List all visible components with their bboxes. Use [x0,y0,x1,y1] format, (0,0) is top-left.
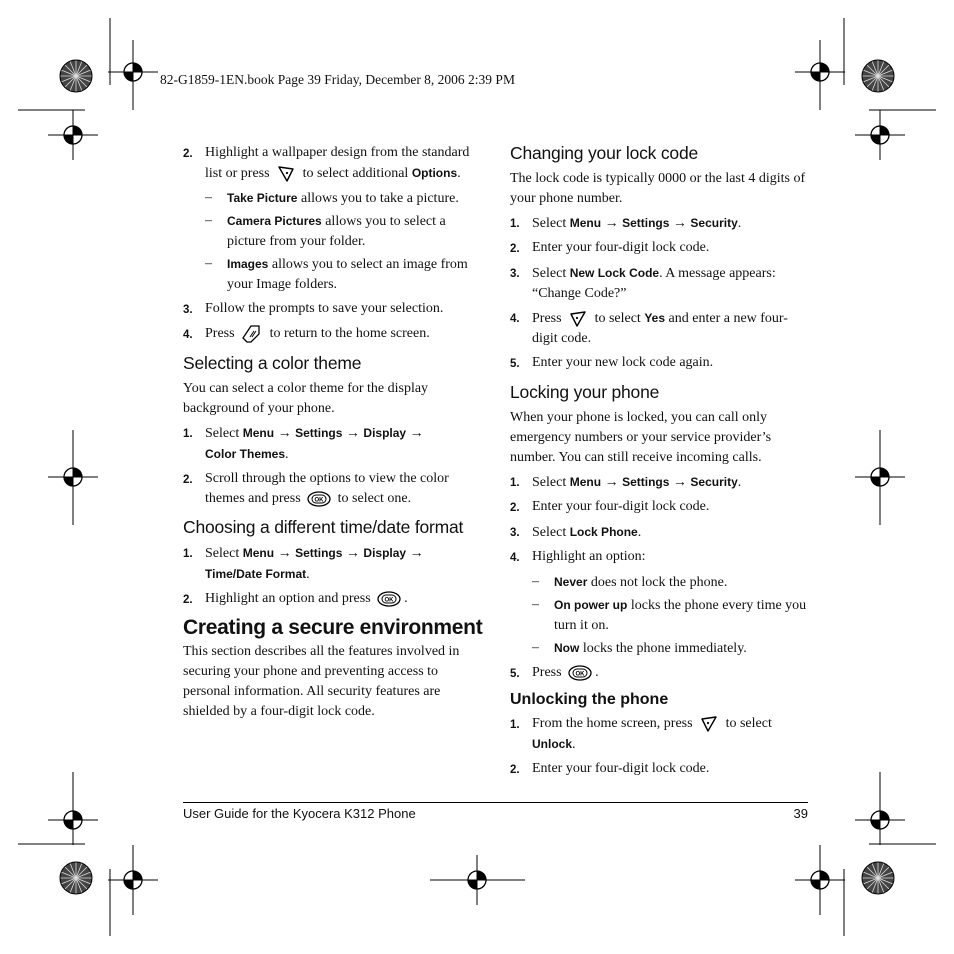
settings-label: Settings [295,546,343,560]
unlock-step-2 [510,759,810,780]
footer-title: User Guide for the Kyocera K312 Phone [183,806,416,821]
arrow: → [672,216,687,231]
step-number: 1. [510,719,520,731]
step-text: Follow the prompts to save your selection. [205,301,444,316]
step-text: Scroll through the options to view the color themes and press [205,471,449,506]
option-text: allows you to take a picture. [300,191,459,206]
unlock-label: Unlock [532,737,573,751]
arrow: → [277,546,292,561]
step-number: 5. [510,358,520,370]
step-text: Highlight a wallpaper design from the standard list or press [205,145,470,181]
option-label: Take Picture [227,191,298,205]
display-label: Display [363,546,407,560]
step-number: 3. [510,268,520,280]
menu-label: Menu [569,475,602,489]
locking-step-5: 5. Press OK . [510,663,810,684]
locking-step-2 [510,497,810,518]
end-key-icon [241,324,263,344]
option-text: locks the phone every time you turn it on. [554,598,807,633]
arrow: → [409,426,424,441]
new-lock-code-label: New Lock Code [569,266,660,280]
step-number: 4. [183,329,193,341]
step-text: . A message appears: “Change Code?” [532,266,776,301]
heading-time-date: Choosing a different time/date format [183,517,464,537]
color-step-2 [183,469,483,509]
step-number: 1. [510,477,520,489]
sub-option-images [205,254,483,295]
step-number: 4. [510,313,520,325]
yes-label: Yes [644,311,666,325]
dash: – [532,640,539,655]
option-label: Never [554,575,588,589]
heading-lock-code: Changing your lock code [510,143,699,163]
wallpaper-step-2: 2. Highlight a wallpaper design from the standard list or press to select additional Options. [183,143,483,184]
book-file-header: 82-G1859-1EN.book Page 39 Friday, December 8, 2006 2:39 PM [160,72,515,87]
step-text: Enter your new lock code again. [532,355,714,370]
arrow: → [277,426,292,441]
step-number: 1. [183,428,193,440]
dash: – [532,574,539,589]
step-text: to select one. [337,491,412,506]
option-label: On power up [554,598,628,612]
right-softkey-icon [699,715,719,733]
lock-step-4 [510,308,810,349]
step-number: 5. [510,668,520,680]
step-text: Enter your four-digit lock code. [532,499,710,514]
step-number: 2. [183,474,193,486]
heading-secure-environment: Creating a secure environment [183,616,483,639]
step-text: Press [532,665,562,680]
ok-key-icon [568,665,592,681]
step-text: to return to the home screen. [269,326,430,342]
step-text: and enter a new four-digit code. [532,311,788,346]
dash: – [532,597,539,612]
arrow: → [604,216,619,231]
page-number: 39 [793,806,808,821]
option-label: Camera Pictures [227,214,322,228]
step-text: Select [532,525,567,540]
ok-key-icon [307,491,331,507]
lock-step-1: 1. Select Menu → Settings → Security. [510,213,810,234]
color-step-1: 1. Select Menu → Settings → Display → Color Themes. [183,423,483,465]
locking-step-1: 1. Select Menu → Settings → Security. [510,472,810,493]
arrow: → [604,475,619,490]
lock-step-3 [510,263,810,304]
step-text: to select additional [302,166,409,181]
step-text: Select [532,475,567,490]
step-text: Highlight an option and press [205,591,371,606]
dash: – [205,256,212,271]
option-text: locks the phone immediately. [582,641,747,656]
locking-step-4 [510,547,810,568]
step-number: 3. [183,304,193,316]
lock-phone-label: Lock Phone [569,525,638,539]
step-text: Enter your four-digit lock code. [532,761,710,776]
step-number: 1. [510,218,520,230]
wallpaper-step-3 [183,299,483,320]
lock-step-2 [510,238,810,259]
step-number: 2. [183,594,193,606]
step-text: From the home screen, press [532,716,693,731]
settings-label: Settings [622,216,670,230]
menu-label: Menu [569,216,602,230]
step-number: 2. [510,243,520,255]
sub-option-never [532,572,810,593]
settings-label: Settings [295,426,343,440]
right-column [510,143,810,784]
step-text: Select [532,216,567,231]
svg-text:OK: OK [575,671,585,678]
step-text: Highlight an option: [532,549,646,564]
arrow: → [672,475,687,490]
footer-rule [183,802,808,803]
right-softkey-icon [568,310,588,328]
step-text: to select [594,311,641,326]
step-number: 4. [510,552,520,564]
left-softkey-icon [276,165,296,183]
step-text: Select [205,546,240,561]
step-text: Select [532,266,567,281]
dash: – [205,213,212,228]
security-label: Security [690,475,738,489]
step-text: Enter your four-digit lock code. [532,240,710,255]
heading-color-theme: Selecting a color theme [183,353,362,373]
step-text: to select [725,716,772,731]
wallpaper-step-4 [183,324,483,345]
step-text: Press [532,311,562,326]
arrow: → [345,426,360,441]
color-themes-label: Color Themes [205,447,286,461]
color-theme-intro: You can select a color theme for the display background of your phone. [183,381,429,416]
step-number: 2. [510,502,520,514]
step-number: 2. [183,148,193,160]
unlock-step-1: 1. From the home screen, press to select Unlock. [510,714,810,755]
option-label: Now [554,641,580,655]
arrow: → [409,546,424,561]
ok-key-icon [377,591,401,607]
step-number: 1. [183,548,193,560]
time-step-2: 2. Highlight an option and press OK . [183,589,483,610]
option-text: does not lock the phone. [590,575,728,590]
step-text: Select [205,426,240,441]
options-label: Options [411,166,458,180]
heading-locking-phone: Locking your phone [510,382,660,402]
sub-option-now [532,638,810,659]
step-text: Press [205,326,235,342]
option-text: allows you to select a picture from your folder. [227,214,446,249]
time-step-1: 1. Select Menu → Settings → Display → Time/Date Format. [183,543,483,585]
lock-code-intro: The lock code is typically 0000 or the last 4 digits of your phone number. [510,171,806,206]
arrow: → [345,546,360,561]
heading-unlocking-phone: Unlocking the phone [510,691,669,708]
security-label: Security [690,216,738,230]
svg-text:OK: OK [384,597,394,604]
option-label: Images [227,257,269,271]
left-column [183,143,483,726]
step-number: 2. [510,764,520,776]
dash: – [205,190,212,205]
menu-label: Menu [242,546,275,560]
sub-option-camera-pictures [205,211,483,252]
step-number: 3. [510,527,520,539]
time-date-format-label: Time/Date Format [205,567,307,581]
sub-option-take-picture [205,188,483,209]
display-label: Display [363,426,407,440]
locking-step-3: 3. Select Lock Phone. [510,522,810,543]
secure-intro: This section describes all the features involved in securing your phone and preventing access to personal information. All security features are shielded by a four-digit lock code. [183,644,460,719]
lock-step-5 [510,353,810,374]
option-text: allows you to select an image from your Image folders. [227,257,468,292]
locking-intro: When your phone is locked, you can call only emergency numbers or your service provider’s number. You can still receive incoming calls. [510,410,772,465]
menu-label: Menu [242,426,275,440]
sub-option-on-power-up [532,595,810,636]
settings-label: Settings [622,475,670,489]
svg-text:OK: OK [314,497,324,504]
